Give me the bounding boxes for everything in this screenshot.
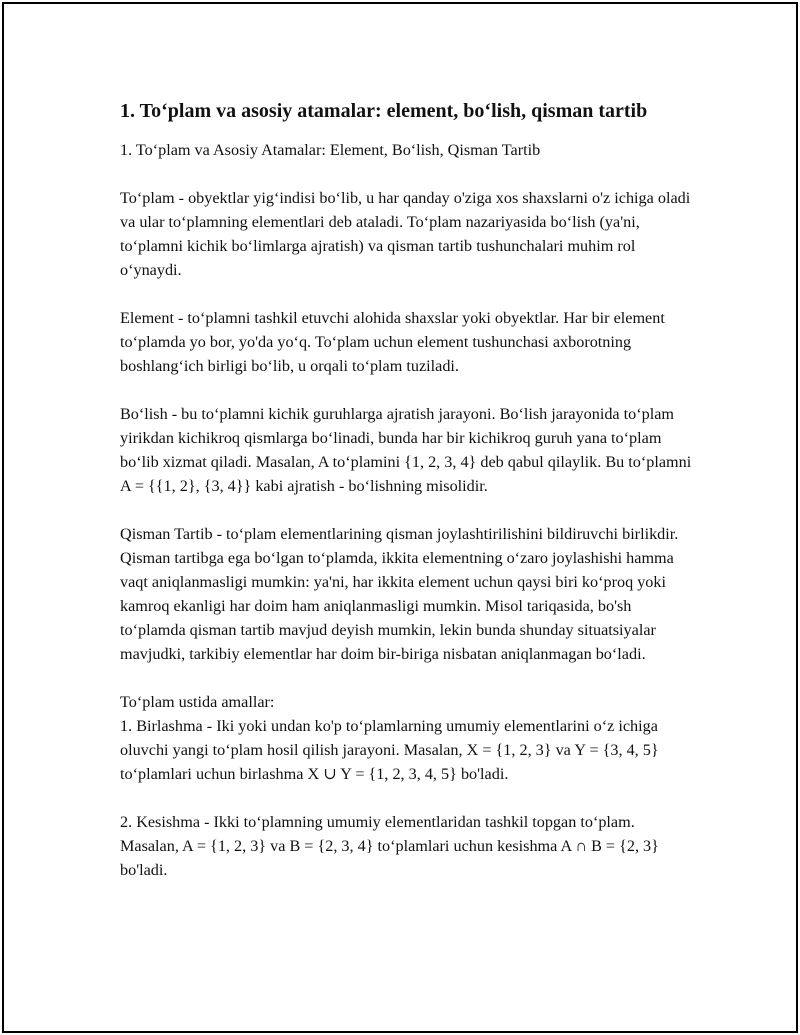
paragraph-toplam: To‘plam - obyektlar yig‘indisi bo‘lib, u har qanday o'ziga xos shaxslarni o'z ichiga oladi va ular to‘plamning elementlari deb ataladi. To‘plam nazariyasida bo‘lish (ya'ni, to‘plamni kichik bo‘limlarga ajratish) va qisman tartib tushunchalari muhim rol o‘ynaydi. [120, 189, 691, 279]
paragraph-element: Element - to‘plamni tashkil etuvchi alohida shaxslar yoki obyektlar. Har bir element to‘plamda yo bor, yo'da yo‘q. To‘plam uchun element tushunchasi axborotning boshlang‘ich birligi bo‘lib, u orqali to‘plam tuziladi. [120, 309, 665, 375]
document-title: 1. To‘plam va asosiy atamalar: element, bo‘lish, qisman tartib [120, 100, 648, 122]
document-page [2, 2, 798, 1033]
operations-heading: To‘plam ustida amallar: [120, 693, 275, 711]
paragraph-bolish: Bo‘lish - bu to‘plamni kichik guruhlarga ajratish jarayoni. Bo‘lish jarayonida to‘plam yirikdan kichikroq qismlarga bo‘linadi, bunda har bir kichikroq guruh yana to‘plam bo‘lib xizmat qiladi. Masalan, A to‘plamini {1, 2, 3, 4} deb qabul qilaylik. Bu to‘plamni A = {{1, 2}, {3, 4}} kabi ajratish - bo‘lishning misolidir. [120, 405, 692, 495]
paragraph-qisman-tartib: Qisman Tartib - to‘plam elementlarining qisman joylashtirilishini bildiruvchi birlikdir. Qisman tartibga ega bo‘lgan to‘plamda, ikkita elementning o‘zaro joylashishi hamma vaqt aniqlanmasligi mumkin: ya'ni, har ikkita element uchun qaysi biri ko‘proq yoki kamroq ekanligi har doim ham aniqlanmasligi mumkin. Misol tariqasida, bo'sh to‘plamda qisman tartib mavjud deyish mumkin, lekin bunda shunday situatsiyalar mavjudki, tarkibiy elementlar har doim bir-biriga nisbatan aniqlanmagan bo‘ladi. [120, 525, 679, 663]
document-content [120, 98, 692, 906]
operation-birlashma: 1. Birlashma - Iki yoki undan ko'p to‘plamlarning umumiy elementlarini o‘z ichiga oluvchi yangi to‘plam hosil qilish jarayoni. Masalan, X = {1, 2, 3} va Y = {3, 4, 5} to‘plamlari uchun birlashma X ∪ Y = {1, 2, 3, 4, 5} bo'ladi. [120, 717, 659, 783]
document-subtitle: 1. To‘plam va Asosiy Atamalar: Element, Bo‘lish, Qisman Tartib [120, 141, 541, 159]
operation-kesishma: 2. Kesishma - Ikki to‘plamning umumiy elementlaridan tashkil topgan to‘plam. Masalan, A = {1, 2, 3} va B = {2, 3, 4} to‘plamlari uchun kesishma A ∩ B = {2, 3} bo'ladi. [120, 813, 659, 879]
